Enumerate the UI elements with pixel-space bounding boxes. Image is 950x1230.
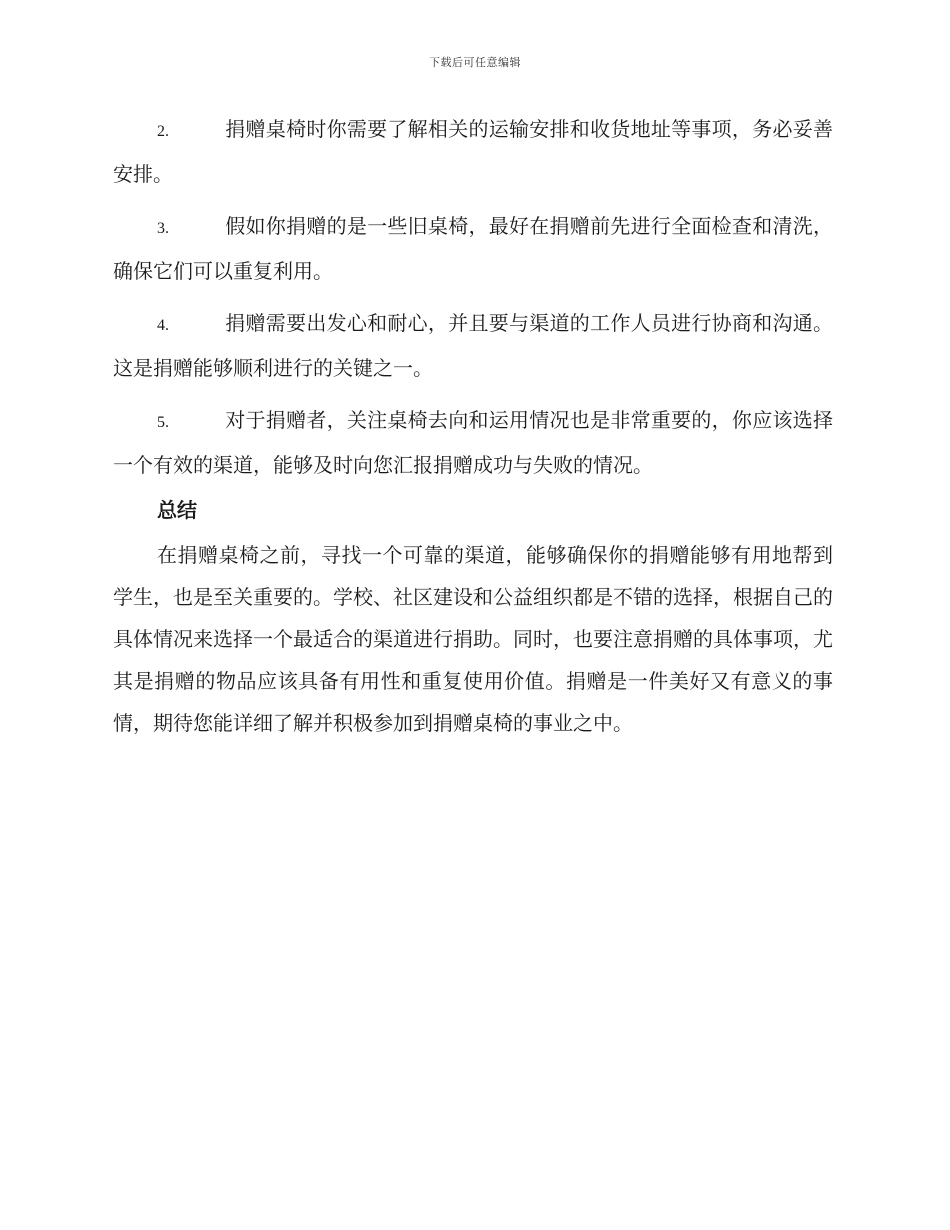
list-item-text: 假如你捐赠的是一些旧桌椅，最好在捐赠前先进行全面检查和清洗，确保它们可以重复利用。 <box>113 214 833 283</box>
list-item-number: 5. <box>157 414 169 431</box>
list-item <box>113 108 833 195</box>
list-item-text: 捐赠桌椅时你需要了解相关的运输安排和收货地址等事项，务必妥善安排。 <box>113 117 833 186</box>
list-item <box>113 399 833 486</box>
list-item <box>113 205 833 292</box>
document-body <box>113 108 833 744</box>
list-item-number: 4. <box>157 317 169 334</box>
list-item <box>113 302 833 389</box>
summary-heading: 总结 <box>157 498 197 522</box>
list-item-number: 3. <box>157 220 169 237</box>
list-item-text: 对于捐赠者，关注桌椅去向和运用情况也是非常重要的，你应该选择一个有效的渠道，能够及时向您汇报捐赠成功与失败的情况。 <box>113 408 833 477</box>
summary-paragraph: 在捐赠桌椅之前，寻找一个可靠的渠道，能够确保你的捐赠能够有用地帮到学生，也是至关重要的。学校、社区建设和公益组织都是不错的选择，根据自己的具体情况来选择一个最适合的渠道进行捐助。同时，也要注意捐赠的具体事项，尤其是捐赠的物品应该具备有用性和重复使用价值。捐赠是一件美好又有意义的事情，期待您能详细了解并积极参加到捐赠桌椅的事业之中。 <box>113 543 833 735</box>
list-item-number: 2. <box>157 123 169 140</box>
list-item-text: 捐赠需要出发心和耐心，并且要与渠道的工作人员进行协商和沟通。这是捐赠能够顺利进行的关键之一。 <box>113 311 833 380</box>
page-header: 下载后可任意编辑 <box>429 56 521 69</box>
